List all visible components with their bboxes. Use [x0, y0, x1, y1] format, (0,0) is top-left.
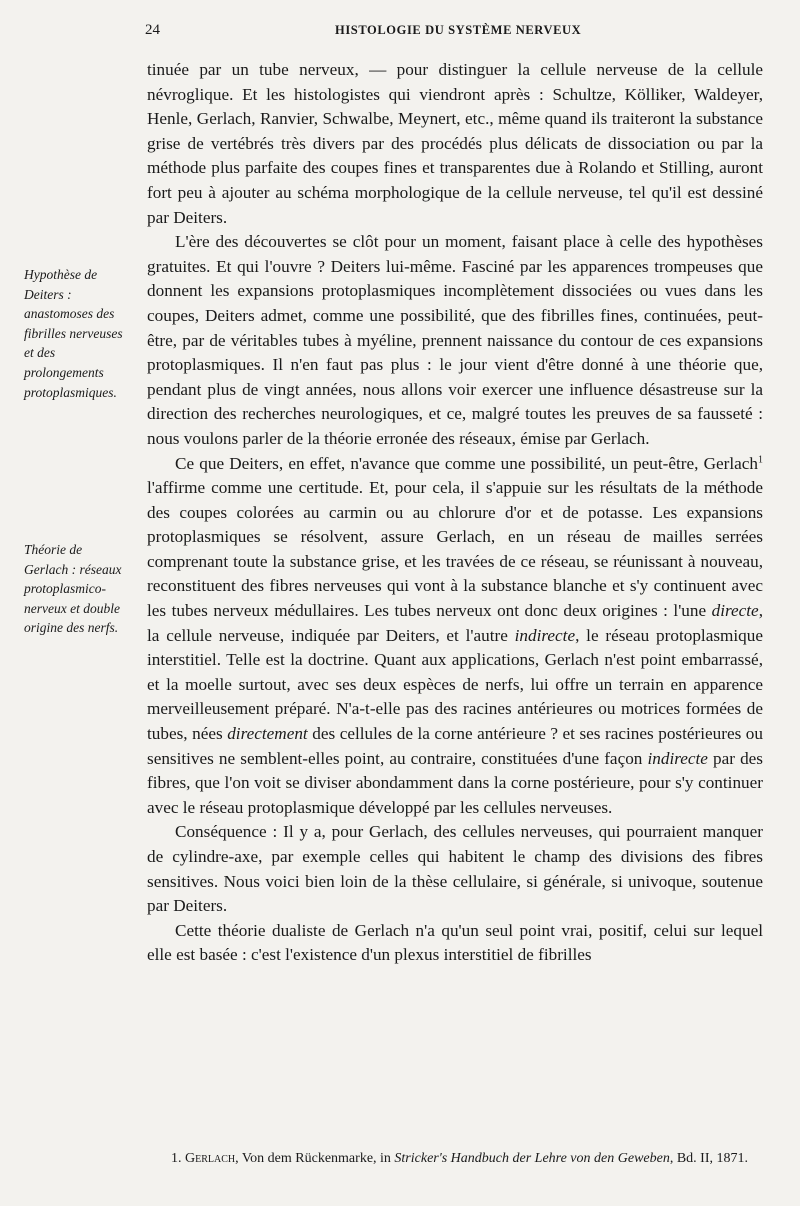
paragraph-consequence: Conséquence : Il y a, pour Gerlach, des cellules nerveuses, qui pourraient manquer de cylindre-axe, par exemple celles qui habitent le champ des divisions des fibres sensitives. Nous voici bien loin de la thèse cellulaire, si générale, si univoque, soutenue par Deiters.	[147, 822, 763, 916]
footnote-work-title: Stricker's Handbuch der Lehre von den Geweben	[394, 1151, 670, 1166]
text-run: , le réseau protoplasmique interstitiel. Telle est la doctrine. Quant aux applications, Gerlach n'est point embarrassé, et la moelle surtout, avec ses deux espèces de nerfs, lui offre un terrain en apparence merveilleusement préparé. N'a-t-elle pas des racines antérieures ou motrices formées de tubes, nées	[147, 625, 763, 744]
text-run: l'affirme comme une certitude. Et, pour cela, il s'appuie sur les résultats de la méthode des coupes colorées au carmin ou au chlorure d'or et de potasse. Les expansions protoplasmiques se résolvent, assure Gerlach, en un réseau de mailles serrées comprenant toute la substance grise, et les travées de ce réseau, se réunissant à nouveau, reconstituent des fibres nerveuses qui vont à la substance blanche et s'y continuent avec les tubes nerveux médullaires. Les tubes nerveux ont donc deux origines : l'une	[147, 478, 763, 621]
text-run: Ce que Deiters, en effet, n'avance que comme une possibilité, un peut-être, Gerlach	[175, 453, 758, 473]
page-number: 24	[145, 22, 160, 38]
paragraph-gerlach-doctrine	[147, 452, 763, 821]
italic-term: indirecte	[647, 748, 708, 768]
paragraph-dualist-theory: Cette théorie dualiste de Gerlach n'a qu'un seul point vrai, positif, celui sur lequel elle est basée : c'est l'existence d'un plexus interstitiel de fibrilles	[147, 920, 763, 965]
footnote-text: , Bd. II, 1871.	[669, 1151, 748, 1166]
footnote	[147, 1148, 763, 1170]
text-run: , la cellule nerveuse, indiquée par Deiters, et l'autre	[147, 601, 763, 645]
italic-term: directe	[711, 601, 759, 621]
footnote-author: Gerlach	[185, 1151, 236, 1166]
running-title: HISTOLOGIE DU SYSTÈME NERVEUX	[335, 23, 582, 37]
italic-term: indirecte	[514, 625, 576, 645]
text-run: des cellules de la corne antérieure ? et ses racines postérieures ou sensitives ne semblent-elles point, au contraire, constituées d'une façon	[147, 724, 763, 768]
margin-note-gerlach-theory: Théorie de Gerlach : réseaux protoplasmico-nerveux et double origine des nerfs.	[24, 542, 122, 636]
paragraph-continuation: tinuée par un tube nerveux, — pour distinguer la cellule nerveuse de la cellule névroglique. Et les histologistes qui viendront après : Schultze, Kölliker, Waldeyer, Henle, Gerlach, Ranvier, Schwalbe, Meynert, etc., même quand ils traiteront la substance grise de vertébrés très divers par des procédés plus délicats de dissociation ou par la méthode plus parfaite des coupes fines et transparentes due à Rolando et Stilling, auront fort peu à ajouter au schéma morphologique de la cellule nerveuse, tel qu'il est dessiné par Deiters.	[147, 60, 763, 227]
paragraph-hypotheses: L'ère des découvertes se clôt pour un moment, faisant place à celle des hypothèses gratuites. Et qui l'ouvre ? Deiters lui-même. Fasciné par les apparences trompeuses que donnent les expansions protoplasmiques incomplètement dissociées ou vues dans les coupes, Deiters admet, comme une possibilité, que des fibrilles fines, continuées, peut-être, par de véritables tubes à myéline, prennent naissance du contour de ces expansions protoplasmiques. Il n'en faut pas plus : le jour vient d'être donné à une théorie que, pendant plus de vingt années, nous allons voir exercer une influence désastreuse sur la direction des recherches neurologiques, et ce, malgré toutes les preuves de sa fausseté : nous voulons parler de la théorie erronée des réseaux, émise par Gerlach.	[147, 232, 763, 448]
footnote-number: 1.	[171, 1151, 182, 1166]
footnote-text: , Von dem Rückenmarke, in	[235, 1151, 395, 1166]
body-text	[147, 58, 763, 968]
italic-term: directement	[227, 724, 308, 744]
text-run: par des fibres, que l'on voit se diviser abondamment dans la corne postérieure, pour s'y continuer avec le réseau protoplasmique développé par les cellules nerveuses.	[147, 748, 763, 817]
running-head	[145, 22, 770, 44]
margin-note-deiters-hypothesis: Hypothèse de Deiters : anastomoses des fibrilles nerveuses et des prolongements protoplasmiques.	[24, 267, 123, 400]
footnote-reference: 1	[758, 453, 763, 465]
